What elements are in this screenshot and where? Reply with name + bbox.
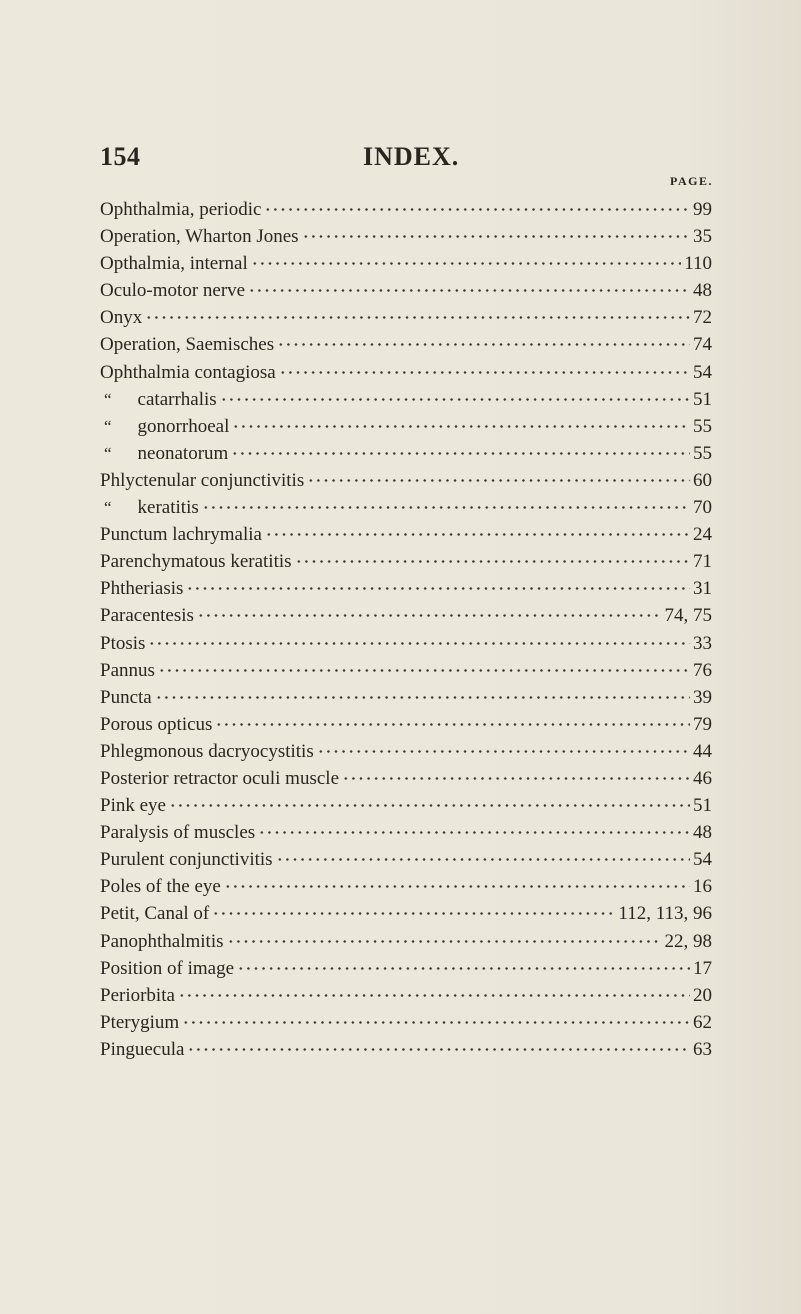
page-header xyxy=(100,142,712,182)
dot-leader xyxy=(215,723,690,726)
entry-page-numbers: 74, 75 xyxy=(664,605,712,627)
entry-term: Parenchymatous keratitis xyxy=(100,551,292,573)
index-entry xyxy=(100,304,712,331)
entry-term: Posterior retractor oculi muscle xyxy=(100,767,340,789)
entry-page-numbers: 62 xyxy=(693,1011,712,1033)
entry-page-numbers: 39 xyxy=(693,686,712,708)
entry-term: Oculo-motor nerve xyxy=(100,280,246,302)
entry-term: Operation, Wharton Jones xyxy=(100,226,299,248)
entry-page-numbers: 48 xyxy=(693,280,712,302)
dot-leader xyxy=(227,940,662,943)
dot-leader xyxy=(145,316,690,319)
entry-page-numbers: 17 xyxy=(693,957,712,979)
dot-leader xyxy=(148,642,690,645)
dot-leader xyxy=(342,777,690,780)
entry-term: Ophthalmia, periodic xyxy=(100,199,262,220)
entry-term: Pterygium xyxy=(100,1011,180,1033)
index-entry xyxy=(100,386,712,413)
entry-term: Phlegmonous dacryocystitis xyxy=(100,740,314,762)
entry-page-numbers: 55 xyxy=(693,415,712,437)
index-entry xyxy=(100,873,712,900)
dot-leader xyxy=(232,425,690,428)
entry-page-numbers: 46 xyxy=(693,767,712,789)
dot-leader xyxy=(169,804,690,807)
ditto-mark: “ xyxy=(104,443,112,463)
dot-leader xyxy=(264,208,690,211)
index-entry xyxy=(100,1036,712,1063)
dot-leader xyxy=(258,831,690,834)
entry-term: Panophthalmitis xyxy=(100,930,224,952)
entry-page-numbers: 33 xyxy=(693,632,712,654)
ditto-mark: “ xyxy=(104,389,112,409)
entry-term: Ophthalmia contagiosa xyxy=(100,361,276,383)
entry-page-numbers: 22, 98 xyxy=(664,930,712,952)
entry-term: Pinguecula xyxy=(100,1038,185,1060)
entry-term: Onyx xyxy=(100,307,143,329)
entry-page-numbers: 16 xyxy=(693,876,712,898)
dot-leader xyxy=(178,994,690,997)
index-entry xyxy=(100,657,712,684)
dot-leader xyxy=(307,479,690,482)
entry-page-numbers: 72 xyxy=(693,307,712,329)
entry-term: Poles of the eye xyxy=(100,876,221,898)
index-entry xyxy=(100,819,712,846)
entry-page-numbers: 51 xyxy=(693,795,712,817)
entry-page-numbers: 70 xyxy=(693,497,712,519)
index-entry xyxy=(100,928,712,955)
dot-leader xyxy=(231,452,690,455)
entry-term: Puncta xyxy=(100,686,152,708)
entry-page-numbers: 24 xyxy=(693,524,712,546)
running-title: INDEX. xyxy=(363,142,460,171)
index-entry xyxy=(100,630,712,657)
page-number: 154 xyxy=(100,142,141,171)
entry-page-numbers: 71 xyxy=(693,551,712,573)
dot-leader xyxy=(265,533,690,536)
entry-page-numbers: 54 xyxy=(693,849,712,871)
entry-term: Position of image xyxy=(100,957,235,979)
ditto-mark: “ xyxy=(104,416,112,436)
dot-leader xyxy=(317,750,690,753)
index-entry xyxy=(100,521,712,548)
entry-term: Paracentesis xyxy=(100,605,194,627)
entry-page-numbers: 112, 113, 96 xyxy=(618,903,712,925)
dot-leader xyxy=(155,696,690,699)
entry-term: Petit, Canal of xyxy=(100,903,210,925)
entry-term: Phlyctenular conjunctivitis xyxy=(100,469,305,491)
entry-page-numbers: 20 xyxy=(693,984,712,1006)
index-entry xyxy=(100,494,712,521)
index-entry xyxy=(100,765,712,792)
dot-leader xyxy=(276,858,690,861)
entry-page-numbers: 31 xyxy=(693,578,712,600)
entry-page-numbers: 79 xyxy=(693,713,712,735)
index-entry xyxy=(100,413,712,440)
dot-leader xyxy=(237,967,690,970)
ditto-mark-wrap xyxy=(100,440,138,467)
dot-leader xyxy=(248,289,690,292)
ditto-mark-wrap xyxy=(100,386,138,413)
entry-term: Phtheriasis xyxy=(100,578,184,600)
entry-page-numbers: 35 xyxy=(693,226,712,248)
index-entry xyxy=(100,711,712,738)
entry-term: Purulent conjunctivitis xyxy=(100,849,273,871)
index-entry-list xyxy=(100,196,712,1063)
dot-leader xyxy=(302,235,690,238)
index-entry xyxy=(100,440,712,467)
index-entry xyxy=(100,738,712,765)
dot-leader xyxy=(224,885,690,888)
entry-page-numbers: 44 xyxy=(693,740,712,762)
index-entry xyxy=(100,955,712,982)
dot-leader xyxy=(158,669,690,672)
dot-leader xyxy=(182,1021,690,1024)
entry-term: catarrhalis xyxy=(137,388,217,410)
entry-page-numbers: 110 xyxy=(684,253,712,275)
entry-page-numbers: 63 xyxy=(693,1038,712,1060)
index-entry xyxy=(100,575,712,602)
index-entry xyxy=(100,982,712,1009)
index-entry xyxy=(100,467,712,494)
ditto-mark-wrap xyxy=(100,413,138,440)
index-entry xyxy=(100,331,712,358)
entry-page-numbers: 48 xyxy=(693,822,712,844)
entry-term: Opthalmia, internal xyxy=(100,253,248,275)
entry-page-numbers: 99 xyxy=(693,199,712,220)
dot-leader xyxy=(212,912,615,915)
index-entry xyxy=(100,548,712,575)
entry-page-numbers: 60 xyxy=(693,469,712,491)
index-entry xyxy=(100,900,712,927)
index-entry xyxy=(100,684,712,711)
dot-leader xyxy=(202,506,690,509)
entry-page-numbers: 55 xyxy=(693,442,712,464)
entry-page-numbers: 51 xyxy=(693,388,712,410)
entry-term: Paralysis of muscles xyxy=(100,822,256,844)
dot-leader xyxy=(277,343,690,346)
entry-page-numbers: 74 xyxy=(693,334,712,356)
dot-leader xyxy=(197,614,662,617)
entry-term: Punctum lachrymalia xyxy=(100,524,262,546)
entry-term: gonorrhoeal xyxy=(137,415,230,437)
index-entry xyxy=(100,846,712,873)
index-entry xyxy=(100,602,712,629)
entry-term: Pannus xyxy=(100,659,155,681)
index-entry xyxy=(100,277,712,304)
entry-term: neonatorum xyxy=(137,442,229,464)
index-entry xyxy=(100,1009,712,1036)
entry-term: Ptosis xyxy=(100,632,146,654)
entry-term: keratitis xyxy=(137,497,199,519)
dot-leader xyxy=(279,371,690,374)
dot-leader xyxy=(187,1048,690,1051)
entry-term: Porous opticus xyxy=(100,713,213,735)
entry-term: Pink eye xyxy=(100,795,166,817)
entry-page-numbers: 54 xyxy=(693,361,712,383)
index-entry xyxy=(100,223,712,250)
dot-leader xyxy=(220,398,690,401)
dot-leader xyxy=(251,262,681,265)
entry-term: Operation, Saemisches xyxy=(100,334,275,356)
index-entry xyxy=(100,359,712,386)
entry-page-numbers: 76 xyxy=(693,659,712,681)
page-column-label: PAGE. xyxy=(670,174,713,188)
ditto-mark-wrap xyxy=(100,494,138,521)
index-entry xyxy=(100,196,712,223)
index-entry xyxy=(100,792,712,819)
index-entry xyxy=(100,250,712,277)
dot-leader xyxy=(295,560,690,563)
dot-leader xyxy=(186,587,690,590)
ditto-mark: “ xyxy=(104,498,112,518)
entry-term: Periorbita xyxy=(100,984,175,1006)
